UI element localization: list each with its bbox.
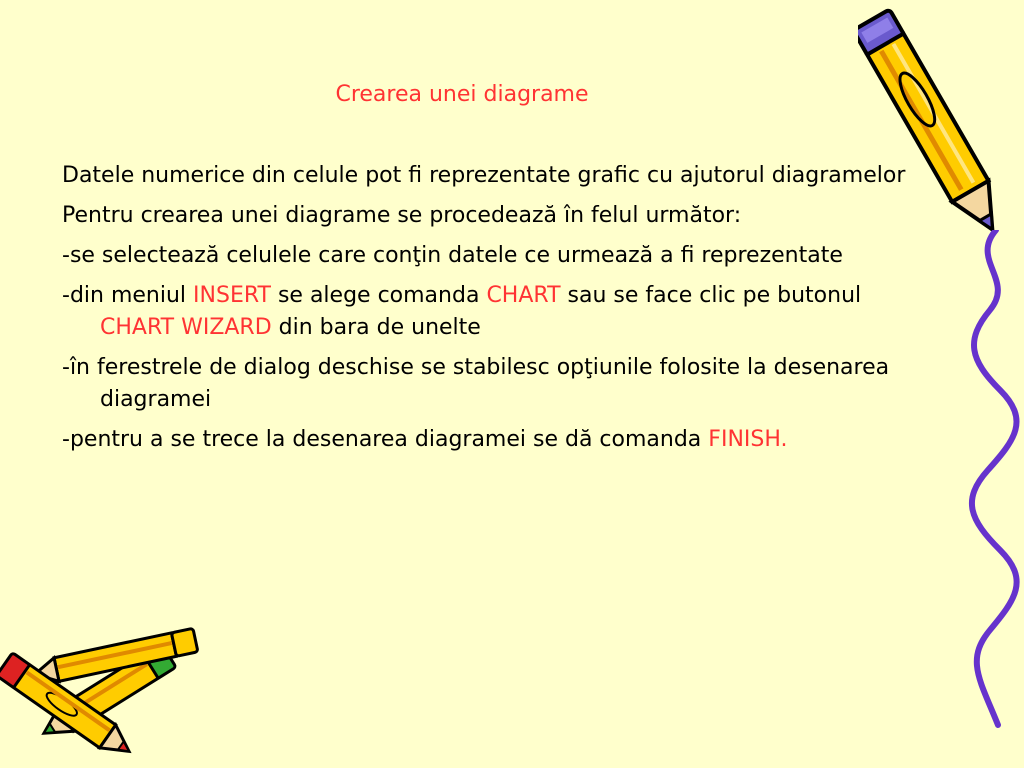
highlighted-term: CHART: [486, 283, 561, 308]
body-paragraph: [62, 280, 942, 344]
highlighted-term: FINISH.: [708, 427, 788, 452]
body-paragraph: [62, 424, 942, 456]
paragraph-text: sau se face clic pe butonul: [560, 283, 862, 308]
body-paragraph: [62, 352, 942, 416]
highlighted-term: CHART WIZARD: [100, 315, 272, 340]
slide-body: [62, 160, 942, 464]
paragraph-text: Pentru crearea unei diagrame se procedează în felul următor:: [62, 203, 742, 228]
paragraph-text: se alege comanda: [270, 283, 487, 308]
body-paragraph: [62, 200, 942, 232]
paragraph-text: -se selectează celulele care conţin datele ce urmează a fi reprezentate: [62, 243, 843, 268]
slide-title: Crearea unei diagrame: [335, 82, 589, 107]
pencil-icon: [858, 0, 1008, 250]
body-paragraph: [62, 240, 942, 272]
body-paragraph: [62, 160, 942, 192]
paragraph-text: din bara de unelte: [271, 315, 481, 340]
wavy-line-decoration: [960, 230, 1024, 730]
paragraph-text: -în ferestrele de dialog deschise se stabilesc opţiunile folosite la desenarea diagramei: [62, 355, 890, 412]
crossed-pencils-icon: [0, 615, 210, 768]
paragraph-text: Datele numerice din celule pot fi reprezentate grafic cu ajutorul diagramelor: [62, 163, 906, 188]
paragraph-text: -pentru a se trece la desenarea diagramei se dă comanda: [62, 427, 709, 452]
highlighted-term: INSERT: [193, 283, 271, 308]
paragraph-text: -din meniul: [62, 283, 194, 308]
